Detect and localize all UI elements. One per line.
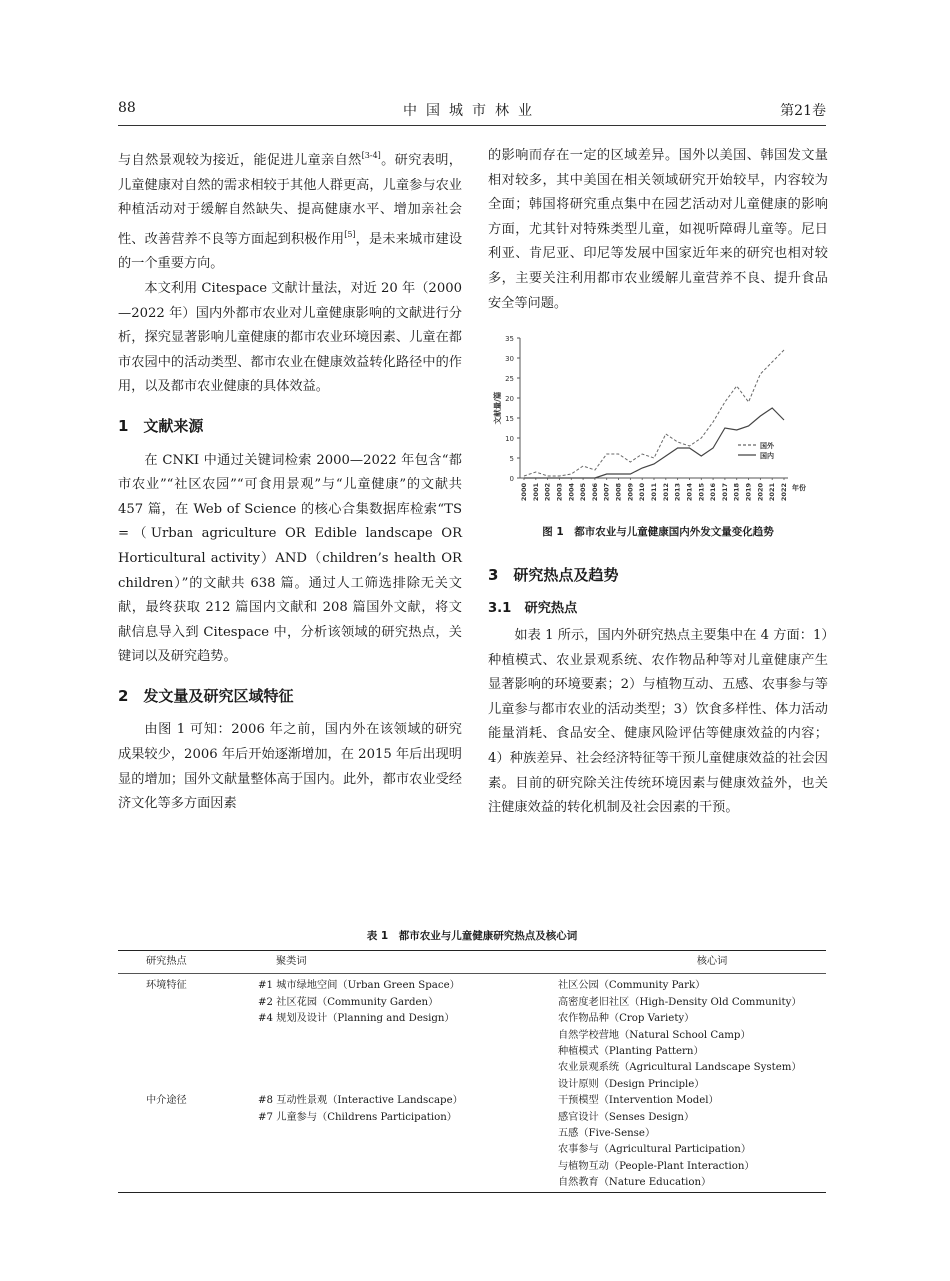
x-tick-label: 2006 <box>590 483 599 502</box>
keyword-term: 自然学校营地（Natural School Camp） <box>558 1029 751 1041</box>
y-tick-label: 35 <box>505 335 514 344</box>
paragraph-hotspots: 如表 1 所示，国内外研究热点主要集中在 4 方面：1）种植模式、农业景观系统、农作物品种等对儿童健康产生显著影响的环境要素；2）与植物互动、五感、农事参与等儿童参与都市农业的活动类型；3）饮食多样性、体力活动能量消耗、食品安全、健康风险评估等健康效益的内容；4）种族差异、社会经济特征等干预儿童健康效益的社会因素。目前的研究除关注传统环境因素与健康效益外，也关注健康效益的转化机制及社会因素的干预。 <box>488 627 828 816</box>
x-tick-label: 2001 <box>531 483 540 502</box>
cluster-term: #7 儿童参与（Childrens Participation） <box>258 1111 457 1123</box>
y-tick-label: 30 <box>505 355 514 364</box>
paragraph-volume: 由图 1 可知：2006 年之前，国内外在该领域的研究成果较少，2006 年后开始逐渐增加，在 2015 年后出现明显的增加；国外文献量整体高于国内。此外，都市农业受经济文化等多方面因素 <box>118 722 462 812</box>
y-tick-label: 0 <box>509 475 514 484</box>
keyword-term: 设计原则（Design Principle） <box>558 1078 705 1090</box>
y-axis-label: 文献量/篇 <box>493 391 502 425</box>
right-column <box>488 144 828 821</box>
section-heading-2: 2 发文量及研究区域特征 <box>118 686 294 705</box>
volume-label: 第21卷 <box>780 103 826 119</box>
page-number: 88 <box>118 100 136 116</box>
legend-label: 国外 <box>760 442 774 451</box>
cell-clusters <box>258 1093 558 1192</box>
paragraph-intro: 与自然景观较为接近，能促进儿童亲自然[3-4]。研究表明，儿童健康对自然的需求相较于其他人群更高，儿童参与农业种植活动对于缓解自然缺失、提高健康水平、增加亲社会性、改善营养不良等方面起到积极作用[5]，是未来城市建设的一个重要方向。 <box>118 151 463 272</box>
table-header-hotspot: 研究热点 <box>118 951 258 974</box>
paragraph-sources: 在 CNKI 中通过关键词检索 2000—2022 年包含“都市农业”“社区农园”“可食用景观”与“儿童健康”的文献共 457 篇，在 Web of Science 的核心合集数据库检索“TS =（Urban agriculture OR Edible landscape OR Horticultural activity）AND（children’s health OR children）”的文献共 638 篇。通过人工筛选排除无关文献，最终获取 212 篇国内文献和 208 篇国外文献，将文献信息导入到 Citespace 中，分析该领域的研究热点，关键词以及研究趋势。 <box>118 452 462 665</box>
cell-keywords <box>558 974 826 1093</box>
x-tick-label: 2010 <box>638 483 647 502</box>
table-caption: 表 1 都市农业与儿童健康研究热点及核心词 <box>366 930 578 942</box>
x-tick-label: 2007 <box>602 483 611 502</box>
cluster-term: #2 社区花园（Community Garden） <box>258 996 439 1008</box>
x-tick-label: 2017 <box>720 483 729 502</box>
series-line-foreign <box>524 350 784 476</box>
keyword-term: 农业景观系统（Agricultural Landscape System） <box>558 1062 802 1074</box>
hotspot-table <box>118 950 826 1193</box>
citation-ref[interactable]: [5] <box>344 229 356 239</box>
x-tick-label: 2009 <box>626 483 635 502</box>
x-tick-label: 2021 <box>768 483 777 502</box>
table-header-row <box>118 951 826 974</box>
x-tick-label: 2022 <box>780 483 788 502</box>
x-tick-label: 2014 <box>685 483 694 502</box>
line-chart <box>488 328 828 518</box>
cluster-term: #4 规划及设计（Planning and Design） <box>258 1013 455 1025</box>
cell-hotspot: 中介途径 <box>118 1093 258 1192</box>
table-row <box>118 1093 826 1192</box>
keyword-term: 自然教育（Nature Education） <box>558 1177 712 1189</box>
legend-label: 国内 <box>760 452 774 461</box>
section-heading-1: 1 文献来源 <box>118 416 204 435</box>
cell-hotspot: 环境特征 <box>146 980 187 992</box>
x-tick-label: 2020 <box>756 483 765 502</box>
y-tick-label: 5 <box>509 455 514 464</box>
x-tick-label: 2015 <box>697 483 706 502</box>
keyword-term: 高密度老旧社区（High-Density Old Community） <box>558 996 802 1008</box>
y-tick-label: 25 <box>505 375 514 384</box>
cluster-term: #1 城市绿地空间（Urban Green Space） <box>258 980 460 992</box>
keyword-term: 干预模型（Intervention Model） <box>558 1095 719 1107</box>
section-heading-3: 3 研究热点及趋势 <box>488 565 619 584</box>
x-tick-label: 2018 <box>732 483 741 502</box>
keyword-term: 农事参与（Agricultural Participation） <box>558 1144 752 1156</box>
x-tick-label: 2004 <box>567 483 576 502</box>
keyword-term: 种植模式（Planting Pattern） <box>558 1046 704 1058</box>
keyword-term: 农作物品种（Crop Variety） <box>558 1013 695 1025</box>
left-column <box>118 144 462 817</box>
journal-title: 中国城市林业 <box>403 103 541 119</box>
keyword-term: 社区公园（Community Park） <box>558 980 706 992</box>
paragraph-region: 的影响而存在一定的区域差异。国外以美国、韩国发文量相对较多，其中美国在相关领域研究开始较早，内容较为全面；韩国将研究重点集中在园艺活动对儿童健康的影响方面，尤其针对特殊类型儿童，如视听障碍儿童等。尼日利亚、肯尼亚、印尼等发展中国家近年来的研究也相对较多，主要关注利用都市农业缓解儿童营养不良、提升食品安全等问题。 <box>488 148 828 311</box>
cell-clusters <box>258 974 558 1093</box>
cell-keywords <box>558 1093 826 1192</box>
x-tick-label: 2013 <box>673 483 682 502</box>
x-tick-label: 2019 <box>744 483 753 502</box>
x-tick-label: 2016 <box>709 483 718 502</box>
cluster-term: #8 互动性景观（Interactive Landscape） <box>258 1095 463 1107</box>
header-rule <box>118 125 826 126</box>
y-tick-label: 15 <box>505 415 514 424</box>
subsection-heading-3-1: 3.1 研究热点 <box>488 601 578 617</box>
table-header-cluster: 聚类词 <box>258 951 558 974</box>
figure-1-chart <box>488 328 828 518</box>
keyword-term: 五感（Five-Sense） <box>558 1128 656 1140</box>
x-axis-label: 年份 <box>792 484 806 493</box>
x-tick-label: 2005 <box>579 483 588 502</box>
keyword-term: 感官设计（Senses Design） <box>558 1111 695 1123</box>
citation-ref[interactable]: [3-4] <box>361 151 381 160</box>
y-tick-label: 20 <box>505 395 514 404</box>
x-tick-label: 2012 <box>661 483 670 502</box>
x-tick-label: 2011 <box>650 483 658 502</box>
table-row <box>118 974 826 1093</box>
paragraph-method: 本文利用 Citespace 文献计量法，对近 20 年（2000—2022 年）国内外都市农业对儿童健康影响的文献进行分析，探究显著影响儿童健康的都市农业环境因素、儿童在都市农园中的活动类型、都市农业在健康效益转化路径中的作用，以及都市农业健康的具体效益。 <box>118 280 462 395</box>
series-line-domestic <box>524 408 784 478</box>
y-tick-label: 10 <box>505 435 514 444</box>
x-tick-label: 2008 <box>614 483 623 502</box>
keyword-term: 与植物互动（People-Plant Interaction） <box>558 1160 755 1172</box>
table-header-keyword: 核心词 <box>558 951 826 974</box>
page-header <box>118 100 826 126</box>
x-tick-label: 2002 <box>543 483 552 502</box>
x-tick-label: 2000 <box>520 483 528 502</box>
figure-caption: 图 1 都市农业与儿童健康国内外发文量变化趋势 <box>542 526 774 539</box>
x-tick-label: 2003 <box>555 483 564 502</box>
